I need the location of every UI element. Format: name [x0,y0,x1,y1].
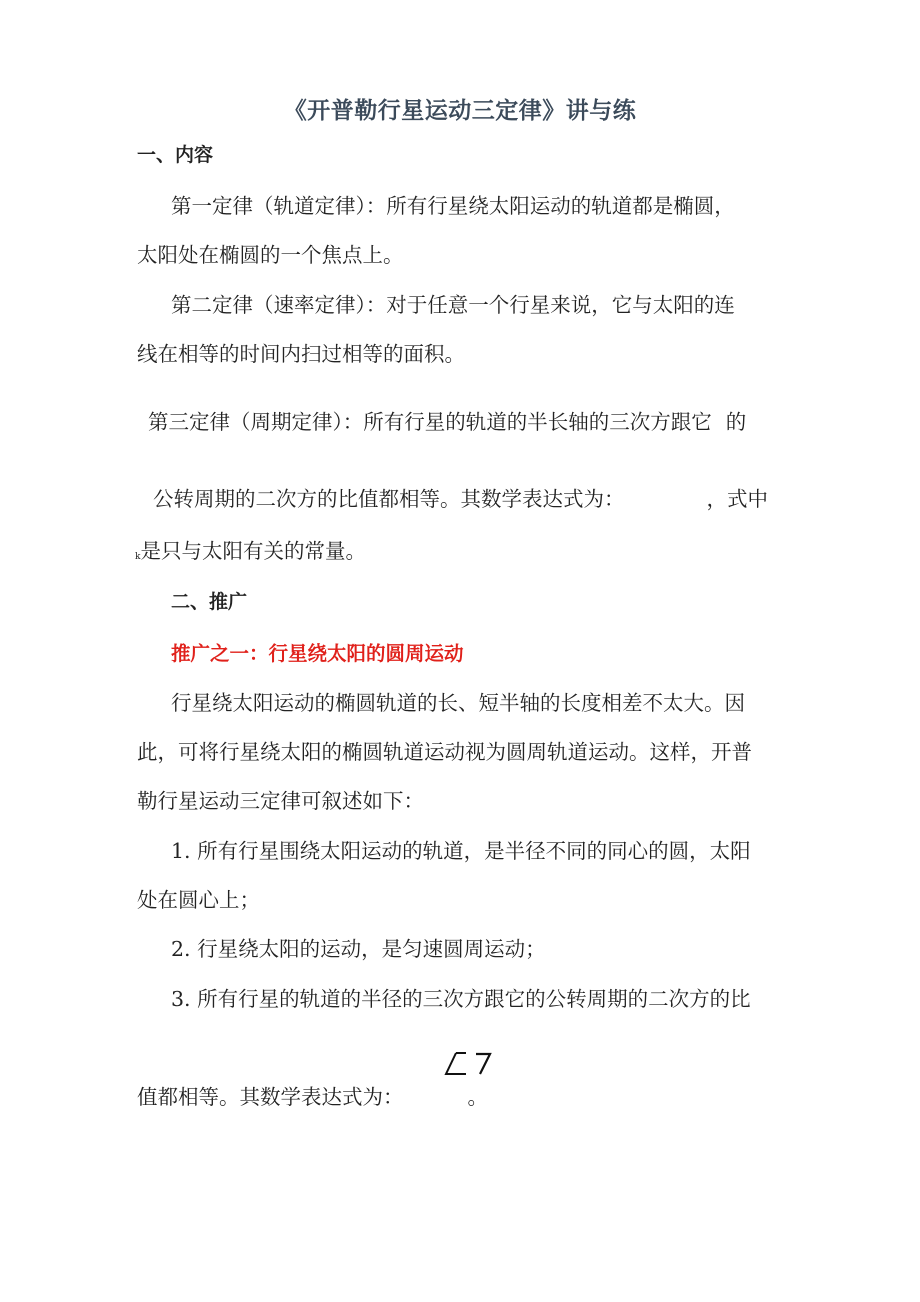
page-title: 《开普勒行星运动三定律》讲与练 [283,98,637,124]
item3-line2 [137,1087,488,1108]
extension-para-line2: 此，可将行星绕太阳的椭圆轨道运动视为圆周轨道运动。这样，开普 [137,740,752,764]
law3-text-line2-tail: ，式中 [706,487,768,511]
item3-line2-main: 值都相等。其数学表达式为： [137,1085,404,1109]
law3-text-line2-main: 公转周期的二次方的比值都相等。其数学表达式为： [153,487,625,511]
law3-text-line1-tail: 的 [725,410,747,434]
law3-text-line1 [148,412,746,433]
item1-line1: 1. 所有行星围绕太阳运动的轨道，是半径不同的同心的圆，太阳 [171,839,751,863]
law3-text-line3-rest: 是只与太阳有关的常量。 [140,539,366,563]
section-heading-content: 一、内容 [137,144,214,166]
extension-para-line1: 行星绕太阳运动的椭圆轨道的长、短半轴的长度相差不太大。因 [171,691,745,715]
law3-text-line3 [135,541,366,562]
law3-text-line2 [153,489,768,510]
law1-text-line1: 第一定律（轨道定律）：所有行星绕太阳运动的轨道都是椭圆， [171,194,735,218]
law3-text-line1-main: 第三定律（周期定律）：所有行星的轨道的半长轴的三次方跟它 [148,410,712,434]
item3-line2-end: 。 [467,1085,488,1109]
section-heading-extension: 二、推广 [171,591,248,613]
sub-heading-circular-motion: 推广之一：行星绕太阳的圆周运动 [171,642,464,665]
item2-text: 2. 行星绕太阳的运动，是匀速圆周运动； [171,937,546,961]
item1-line2: 处在圆心上； [137,888,260,912]
item3-line1: 3. 所有行星的轨道的半径的三次方跟它的公转周期的二次方的比 [171,987,751,1011]
formula-fragment-image [444,1050,496,1080]
law2-text-line1: 第二定律（速率定律）：对于任意一个行星来说，它与太阳的连 [171,293,735,317]
extension-para-line3: 勒行星运动三定律可叙述如下： [137,789,424,813]
law1-text-line2: 太阳处在椭圆的一个焦点上。 [137,243,404,267]
constant-k: k [135,552,141,562]
law2-text-line2: 线在相等的时间内扫过相等的面积。 [137,342,465,366]
